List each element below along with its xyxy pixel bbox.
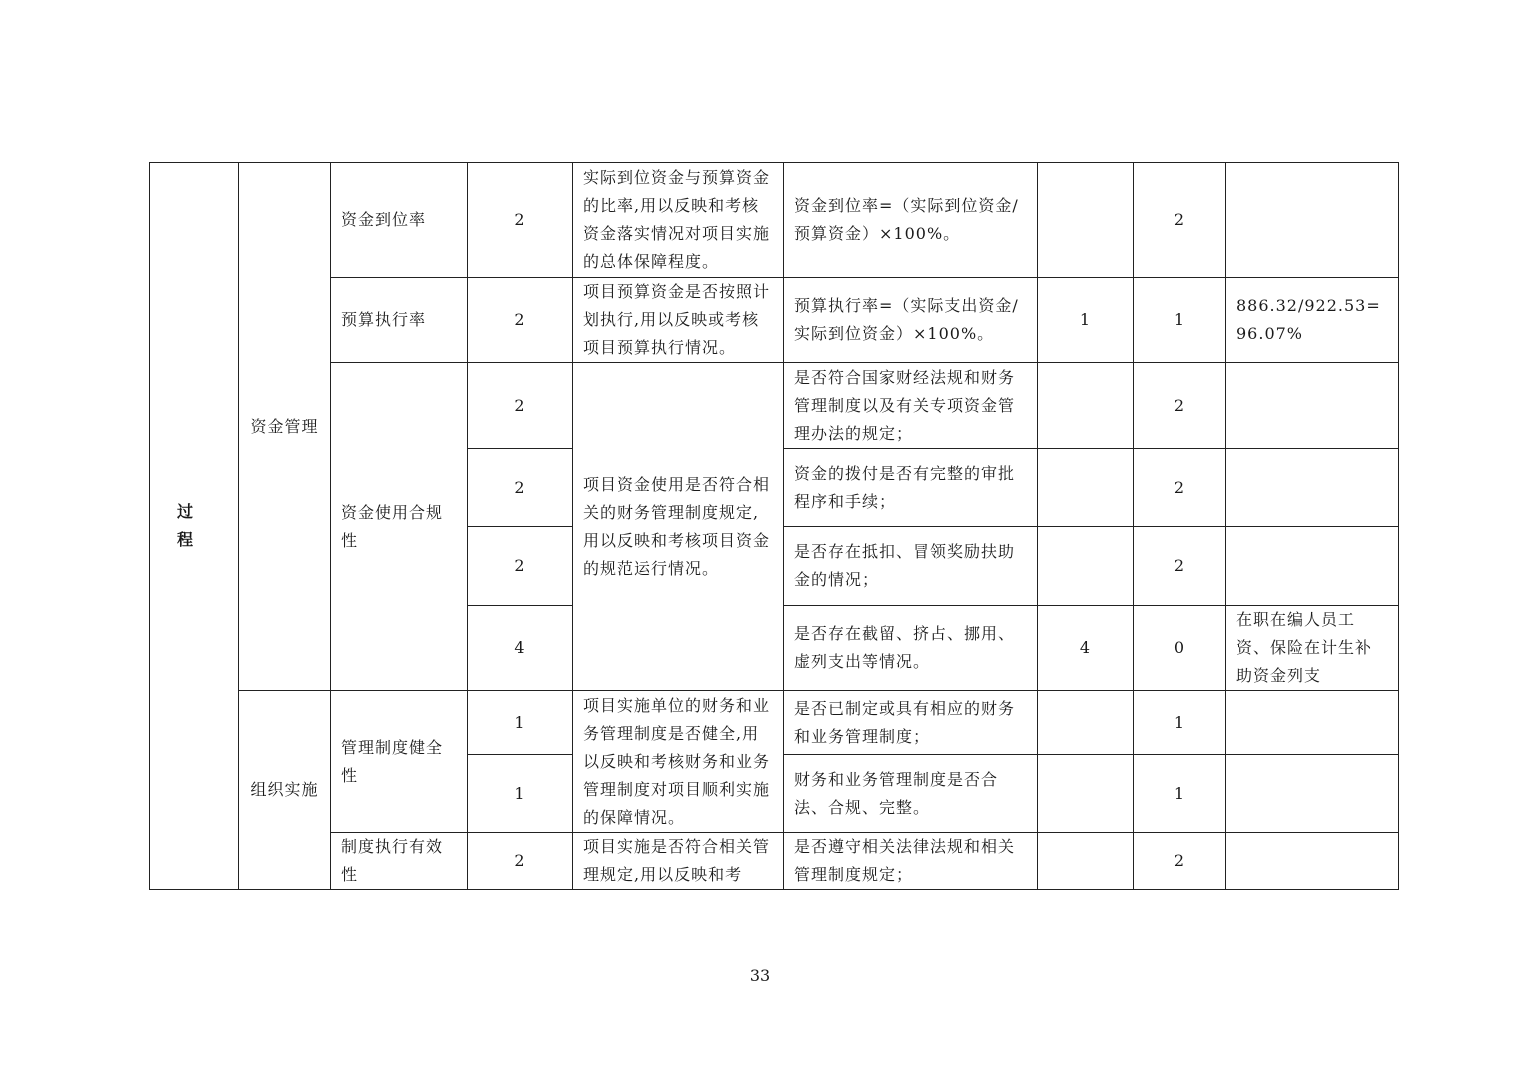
score-cell: 2 <box>1134 163 1226 278</box>
method-cell: 资金的拨付是否有完整的审批程序和手续； <box>784 449 1038 527</box>
explanation-cell: 项目实施单位的财务和业务管理制度是否健全,用以反映和考核财务和业务管理制度对项目顺利实施的保障情况。 <box>573 691 784 833</box>
weight-cell: 2 <box>468 449 573 527</box>
method-cell: 资金到位率=（实际到位资金/预算资金）×100%。 <box>784 163 1038 278</box>
note-cell <box>1226 163 1399 278</box>
deduct-cell <box>1038 449 1134 527</box>
group-org-implementation-cell: 组织实施 <box>239 691 331 890</box>
indicator-cell: 预算执行率 <box>331 278 468 363</box>
weight-cell: 1 <box>468 755 573 833</box>
weight-cell: 2 <box>468 363 573 449</box>
weight-cell: 2 <box>468 527 573 606</box>
method-cell: 是否符合国家财经法规和财务管理制度以及有关专项资金管理办法的规定； <box>784 363 1038 449</box>
method-cell: 是否已制定或具有相应的财务和业务管理制度； <box>784 691 1038 755</box>
note-cell: 在职在编人员工资、保险在计生补助资金列支 <box>1226 606 1399 691</box>
deduct-cell <box>1038 833 1134 890</box>
note-cell <box>1226 691 1399 755</box>
table-row <box>150 278 1399 363</box>
score-cell: 2 <box>1134 527 1226 606</box>
weight-cell: 2 <box>468 278 573 363</box>
note-cell: 886.32/922.53=96.07% <box>1226 278 1399 363</box>
deduct-cell: 4 <box>1038 606 1134 691</box>
method-cell: 是否存在抵扣、冒领奖励扶助金的情况； <box>784 527 1038 606</box>
level1-indicator-cell: 过 程 <box>150 163 239 890</box>
table-row <box>150 363 1399 449</box>
deduct-cell <box>1038 363 1134 449</box>
deduct-cell: 1 <box>1038 278 1134 363</box>
score-cell: 2 <box>1134 449 1226 527</box>
method-cell: 预算执行率=（实际支出资金/实际到位资金）×100%。 <box>784 278 1038 363</box>
note-cell <box>1226 755 1399 833</box>
explanation-cell: 项目资金使用是否符合相关的财务管理制度规定,用以反映和考核项目资金的规范运行情况。 <box>573 363 784 691</box>
note-cell <box>1226 363 1399 449</box>
method-cell: 是否存在截留、挤占、挪用、虚列支出等情况。 <box>784 606 1038 691</box>
score-cell: 1 <box>1134 755 1226 833</box>
performance-evaluation-table <box>149 162 1399 890</box>
deduct-cell <box>1038 527 1134 606</box>
weight-cell: 2 <box>468 163 573 278</box>
table-row <box>150 163 1399 278</box>
explanation-cell: 实际到位资金与预算资金的比率,用以反映和考核资金落实情况对项目实施的总体保障程度。 <box>573 163 784 278</box>
weight-cell: 1 <box>468 691 573 755</box>
method-cell: 财务和业务管理制度是否合法、合规、完整。 <box>784 755 1038 833</box>
deduct-cell <box>1038 755 1134 833</box>
weight-cell: 2 <box>468 833 573 890</box>
score-cell: 2 <box>1134 833 1226 890</box>
note-cell <box>1226 527 1399 606</box>
note-cell <box>1226 449 1399 527</box>
indicator-cell: 资金使用合规性 <box>331 363 468 691</box>
table-row <box>150 691 1399 755</box>
table-row <box>150 833 1399 890</box>
explanation-cell: 项目实施是否符合相关管理规定,用以反映和考 <box>573 833 784 890</box>
group-fund-management-cell: 资金管理 <box>239 163 331 691</box>
score-cell: 1 <box>1134 691 1226 755</box>
deduct-cell <box>1038 691 1134 755</box>
score-cell: 0 <box>1134 606 1226 691</box>
indicator-cell: 制度执行有效性 <box>331 833 468 890</box>
score-cell: 1 <box>1134 278 1226 363</box>
page-number: 33 <box>749 966 771 985</box>
indicator-cell: 管理制度健全性 <box>331 691 468 833</box>
explanation-cell: 项目预算资金是否按照计划执行,用以反映或考核项目预算执行情况。 <box>573 278 784 363</box>
score-cell: 2 <box>1134 363 1226 449</box>
weight-cell: 4 <box>468 606 573 691</box>
method-cell: 是否遵守相关法律法规和相关管理制度规定； <box>784 833 1038 890</box>
deduct-cell <box>1038 163 1134 278</box>
indicator-cell: 资金到位率 <box>331 163 468 278</box>
note-cell <box>1226 833 1399 890</box>
